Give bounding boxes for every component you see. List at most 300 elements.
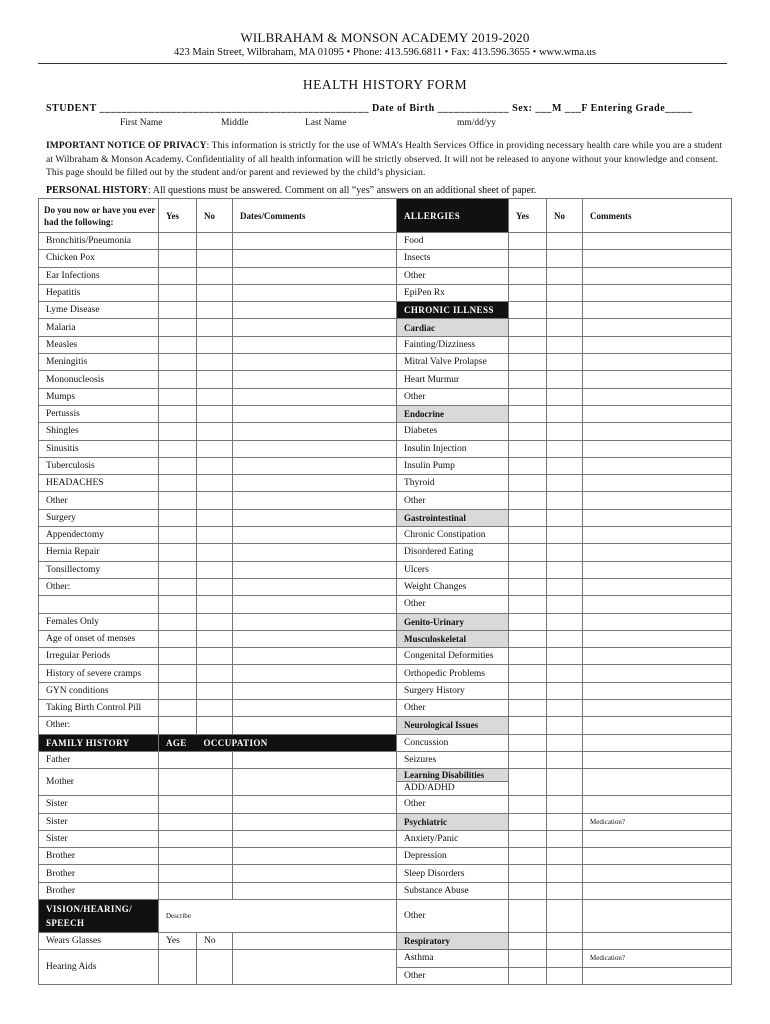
table-row xyxy=(39,302,732,319)
dates-comments-cell[interactable] xyxy=(233,544,397,561)
comments-cell[interactable] xyxy=(583,967,732,984)
occupation-cell[interactable] xyxy=(233,848,397,865)
dates-comments-cell[interactable] xyxy=(233,492,397,509)
yes-cell-right[interactable] xyxy=(509,967,547,984)
dates-comments-cell[interactable] xyxy=(233,233,397,250)
condition-label: HEADACHES xyxy=(39,475,159,492)
comments-cell[interactable] xyxy=(583,734,732,751)
comments-cell[interactable] xyxy=(583,302,732,319)
dates-comments-cell[interactable] xyxy=(233,250,397,267)
yes-cell-right[interactable] xyxy=(509,950,547,967)
no-cell-right[interactable] xyxy=(547,440,583,457)
comments-cell[interactable] xyxy=(583,899,732,932)
no-cell-right[interactable] xyxy=(547,544,583,561)
yes-cell[interactable] xyxy=(159,630,197,647)
no-cell-right[interactable] xyxy=(547,613,583,630)
table-row xyxy=(39,561,732,578)
dates-comments-cell[interactable] xyxy=(233,596,397,613)
no-cell-right[interactable] xyxy=(547,682,583,699)
yes-cell-right[interactable] xyxy=(509,899,547,932)
comments-cell[interactable] xyxy=(583,882,732,899)
comments-cell[interactable] xyxy=(583,717,732,734)
right-condition-label: Congenital Deformities xyxy=(397,648,509,665)
yes-cell-right[interactable] xyxy=(509,813,547,830)
no-cell-right[interactable] xyxy=(547,405,583,422)
medication-cell[interactable]: Medication? xyxy=(583,813,732,830)
family-history-header: FAMILY HISTORY xyxy=(39,734,159,751)
comments-cell[interactable] xyxy=(583,233,732,250)
no-cell-right[interactable] xyxy=(547,336,583,353)
condition-label: History of severe cramps xyxy=(39,665,159,682)
no-cell-right[interactable] xyxy=(547,967,583,984)
yes-cell-right[interactable] xyxy=(509,302,547,319)
dates-comments-cell[interactable] xyxy=(233,475,397,492)
no-cell[interactable] xyxy=(197,354,233,371)
yes-cell-right[interactable] xyxy=(509,630,547,647)
yes-cell[interactable] xyxy=(159,509,197,526)
yes-cell-right[interactable] xyxy=(509,336,547,353)
no-cell[interactable] xyxy=(197,527,233,544)
yes-cell-right[interactable] xyxy=(509,544,547,561)
yes-cell-right[interactable] xyxy=(509,250,547,267)
no-cell[interactable] xyxy=(197,613,233,630)
no-cell-right[interactable] xyxy=(547,475,583,492)
no-cell-right[interactable] xyxy=(547,769,583,796)
yes-cell[interactable] xyxy=(159,682,197,699)
no-cell-right[interactable] xyxy=(547,848,583,865)
family-member-label: Sister xyxy=(39,813,159,830)
yes-cell[interactable] xyxy=(159,578,197,595)
yes-cell[interactable] xyxy=(159,527,197,544)
age-cell[interactable] xyxy=(159,865,233,882)
table-row xyxy=(39,371,732,388)
right-condition-label: Cardiac xyxy=(397,319,509,336)
no-cell[interactable] xyxy=(197,544,233,561)
no-cell[interactable] xyxy=(197,457,233,474)
no-cell-right[interactable] xyxy=(547,932,583,949)
comments-cell[interactable] xyxy=(583,561,732,578)
yes-cell-right[interactable] xyxy=(509,596,547,613)
yes-cell-right[interactable] xyxy=(509,267,547,284)
comments-cell[interactable] xyxy=(583,284,732,301)
yes-cell-right[interactable] xyxy=(509,509,547,526)
occupation-cell[interactable] xyxy=(233,882,397,899)
yes-cell[interactable] xyxy=(159,457,197,474)
comments-cell[interactable] xyxy=(583,405,732,422)
no-cell[interactable] xyxy=(197,371,233,388)
yes-cell-right[interactable] xyxy=(509,492,547,509)
occupation-cell[interactable] xyxy=(233,830,397,847)
yes-cell[interactable] xyxy=(159,371,197,388)
comments-cell[interactable] xyxy=(583,250,732,267)
comments-cell[interactable] xyxy=(583,648,732,665)
no-cell-right[interactable] xyxy=(547,950,583,967)
no-cell-right[interactable] xyxy=(547,796,583,813)
yes-cell-right[interactable] xyxy=(509,865,547,882)
no-cell-right[interactable] xyxy=(547,700,583,717)
yes-cell[interactable] xyxy=(159,492,197,509)
no-cell[interactable] xyxy=(197,284,233,301)
dates-comments-cell[interactable] xyxy=(233,682,397,699)
dates-comments-cell[interactable] xyxy=(233,717,397,734)
comments-cell[interactable] xyxy=(583,457,732,474)
comments-cell[interactable] xyxy=(583,336,732,353)
no-cell[interactable] xyxy=(197,665,233,682)
yes-cell-right[interactable] xyxy=(509,457,547,474)
no-cell-right[interactable] xyxy=(547,734,583,751)
condition-label: Tonsillectomy xyxy=(39,561,159,578)
comments-cell[interactable] xyxy=(583,630,732,647)
right-condition-label: Diabetes xyxy=(397,423,509,440)
dates-comments-cell[interactable] xyxy=(233,561,397,578)
dates-comments-cell[interactable] xyxy=(233,630,397,647)
no-cell-right[interactable] xyxy=(547,302,583,319)
age-cell[interactable] xyxy=(159,796,233,813)
no-cell-right[interactable] xyxy=(547,865,583,882)
no-cell-right[interactable] xyxy=(547,457,583,474)
yes-cell-right[interactable] xyxy=(509,578,547,595)
student-info-line[interactable]: STUDENT _________________________________________________ Date of Birth _____________ Sex: ___M ___F Entering Grade_____ xyxy=(46,103,693,114)
privacy-text: : This information is strictly for the use of WMA’s Health Services Office in providing necessary health care while you are a student at Wilbraham & Monson Academy. Confidentiality of all health information will be strictly observed. It will not be released to anyone without your knowledge and consent. This page should be filled out by the student and/or parent and reviewed by the child’s physician. xyxy=(46,141,723,178)
no-cell[interactable] xyxy=(197,440,233,457)
occupation-cell[interactable] xyxy=(233,769,397,796)
right-condition-label: Insulin Injection xyxy=(397,440,509,457)
table-row xyxy=(39,267,732,284)
yes-cell[interactable] xyxy=(159,561,197,578)
add-adhd-label: ADD/ADHD xyxy=(397,781,508,795)
no-cell[interactable] xyxy=(197,717,233,734)
right-condition-label: Surgery History xyxy=(397,682,509,699)
right-condition-label: Endocrine xyxy=(397,405,509,422)
yes-cell[interactable] xyxy=(159,440,197,457)
no-cell-right[interactable] xyxy=(547,882,583,899)
occupation-cell[interactable] xyxy=(233,796,397,813)
condition-label: Meningitis xyxy=(39,354,159,371)
dates-comments-cell[interactable] xyxy=(233,302,397,319)
yes-cell-right[interactable] xyxy=(509,665,547,682)
respiratory-label: Respiratory xyxy=(397,932,509,949)
vision-hearing-speech-header: VISION/HEARING/ SPEECH xyxy=(39,899,159,932)
medication-cell[interactable]: Medication? xyxy=(583,950,732,967)
no-cell[interactable] xyxy=(197,578,233,595)
age-cell[interactable] xyxy=(159,751,233,768)
yes-cell-right[interactable] xyxy=(509,388,547,405)
yes-cell-right[interactable] xyxy=(509,848,547,865)
allergies-header: ALLERGIES xyxy=(397,199,509,233)
right-condition-label: Other xyxy=(397,967,509,984)
no-cell[interactable] xyxy=(197,388,233,405)
no-cell[interactable] xyxy=(197,596,233,613)
occupation-cell[interactable] xyxy=(233,865,397,882)
comments-cell[interactable] xyxy=(583,848,732,865)
yes-cell-right[interactable] xyxy=(509,700,547,717)
no-cell-right[interactable] xyxy=(547,250,583,267)
comments-cell[interactable] xyxy=(583,527,732,544)
comments-cell[interactable] xyxy=(583,932,732,949)
table-row xyxy=(39,682,732,699)
no-cell[interactable] xyxy=(197,319,233,336)
table-row xyxy=(39,405,732,422)
right-condition-label: Ulcers xyxy=(397,561,509,578)
no-cell-right[interactable] xyxy=(547,423,583,440)
yes-cell[interactable] xyxy=(159,354,197,371)
right-condition-label: Musculoskeletal xyxy=(397,630,509,647)
no-cell-right[interactable] xyxy=(547,388,583,405)
comments-cell[interactable] xyxy=(583,440,732,457)
no-cell-right[interactable] xyxy=(547,596,583,613)
no-cell[interactable] xyxy=(197,336,233,353)
comments-cell[interactable] xyxy=(583,682,732,699)
age-cell[interactable] xyxy=(159,813,233,830)
dates-comments-cell[interactable] xyxy=(233,613,397,630)
comments-cell[interactable] xyxy=(583,319,732,336)
yes-cell[interactable] xyxy=(159,336,197,353)
yes-cell-right[interactable] xyxy=(509,830,547,847)
no-cell[interactable] xyxy=(197,648,233,665)
yes-cell[interactable] xyxy=(159,267,197,284)
comments-cell[interactable] xyxy=(583,509,732,526)
condition-label: Mononucleosis xyxy=(39,371,159,388)
dates-comments-cell[interactable] xyxy=(233,284,397,301)
no-cell-right[interactable] xyxy=(547,354,583,371)
yes-cell[interactable] xyxy=(159,648,197,665)
comments-cell[interactable] xyxy=(583,596,732,613)
no-cell[interactable] xyxy=(197,630,233,647)
yes-cell-right[interactable] xyxy=(509,354,547,371)
yes-cell-right[interactable] xyxy=(509,648,547,665)
yes-cell[interactable] xyxy=(159,423,197,440)
no-cell-right[interactable] xyxy=(547,578,583,595)
yes-cell-right[interactable] xyxy=(509,319,547,336)
dates-comments-cell[interactable] xyxy=(233,371,397,388)
comments-cell[interactable] xyxy=(583,613,732,630)
condition-label: Surgery xyxy=(39,509,159,526)
hearing-no-cell[interactable] xyxy=(197,950,233,985)
yes-cell[interactable] xyxy=(159,405,197,422)
dates-comments-cell[interactable] xyxy=(233,457,397,474)
right-condition-label: CHRONIC ILLNESS xyxy=(397,302,509,319)
yes-cell[interactable] xyxy=(159,319,197,336)
no-cell-right[interactable] xyxy=(547,630,583,647)
yes-cell-right[interactable] xyxy=(509,284,547,301)
right-condition-label: Other xyxy=(397,700,509,717)
yes-cell-right[interactable] xyxy=(509,751,547,768)
dates-comments-cell[interactable] xyxy=(233,578,397,595)
no-cell-right[interactable] xyxy=(547,648,583,665)
no-cell[interactable] xyxy=(197,492,233,509)
table-row xyxy=(39,865,732,882)
no-cell[interactable] xyxy=(197,682,233,699)
dates-comments-cell[interactable] xyxy=(233,665,397,682)
yes-cell-right[interactable] xyxy=(509,371,547,388)
no-cell[interactable] xyxy=(197,233,233,250)
comments-cell[interactable] xyxy=(583,830,732,847)
no-cell-right[interactable] xyxy=(547,371,583,388)
yes-cell[interactable] xyxy=(159,388,197,405)
no-cell[interactable] xyxy=(197,561,233,578)
yes-cell[interactable] xyxy=(159,544,197,561)
yes-cell-right[interactable] xyxy=(509,475,547,492)
comments-cell[interactable] xyxy=(583,371,732,388)
dates-comments-cell[interactable] xyxy=(233,388,397,405)
yes-cell[interactable] xyxy=(159,596,197,613)
glasses-no-cell[interactable]: No xyxy=(197,932,233,949)
table-row xyxy=(39,354,732,371)
describe-cell[interactable]: Describe xyxy=(159,899,397,932)
yes-cell-right[interactable] xyxy=(509,440,547,457)
comments-cell[interactable] xyxy=(583,475,732,492)
dates-comments-cell[interactable] xyxy=(233,509,397,526)
glasses-yes-cell[interactable]: Yes xyxy=(159,932,197,949)
yes-cell-right[interactable] xyxy=(509,613,547,630)
comments-cell[interactable] xyxy=(583,751,732,768)
occupation-cell[interactable] xyxy=(233,813,397,830)
yes-cell-right[interactable] xyxy=(509,423,547,440)
yes-cell[interactable] xyxy=(159,700,197,717)
comments-cell[interactable] xyxy=(583,354,732,371)
age-cell[interactable] xyxy=(159,848,233,865)
hearing-yes-cell[interactable] xyxy=(159,950,197,985)
table-row xyxy=(39,813,732,830)
condition-label: Appendectomy xyxy=(39,527,159,544)
comments-cell[interactable] xyxy=(583,700,732,717)
comments-cell[interactable] xyxy=(583,578,732,595)
yes-cell-right[interactable] xyxy=(509,932,547,949)
table-row xyxy=(39,336,732,353)
no-cell[interactable] xyxy=(197,405,233,422)
comments-cell[interactable] xyxy=(583,865,732,882)
right-condition-label: Psychiatric xyxy=(397,813,509,830)
no-cell[interactable] xyxy=(197,423,233,440)
right-condition-label: Other xyxy=(397,492,509,509)
yes-cell-right[interactable] xyxy=(509,405,547,422)
dates-comments-cell[interactable] xyxy=(233,319,397,336)
right-condition-label: Substance Abuse xyxy=(397,882,509,899)
no-cell-right[interactable] xyxy=(547,665,583,682)
yes-cell[interactable] xyxy=(159,717,197,734)
right-condition-label: Insects xyxy=(397,250,509,267)
yes-cell-right[interactable] xyxy=(509,717,547,734)
comments-cell[interactable] xyxy=(583,388,732,405)
dates-comments-cell[interactable] xyxy=(233,440,397,457)
condition-label: Other xyxy=(39,492,159,509)
comments-header: Comments xyxy=(583,199,732,233)
no-cell-right[interactable] xyxy=(547,751,583,768)
dates-comments-header: Dates/Comments xyxy=(233,199,397,233)
table-row xyxy=(39,665,732,682)
condition-label: Tuberculosis xyxy=(39,457,159,474)
dates-comments-cell[interactable] xyxy=(233,405,397,422)
right-condition-label: Fainting/Dizziness xyxy=(397,336,509,353)
no-cell[interactable] xyxy=(197,509,233,526)
yes-cell-right[interactable] xyxy=(509,561,547,578)
no-cell-right[interactable] xyxy=(547,492,583,509)
comments-cell[interactable] xyxy=(583,769,732,796)
condition-label: Pertussis xyxy=(39,405,159,422)
comments-cell[interactable] xyxy=(583,665,732,682)
table-row xyxy=(39,527,732,544)
table-row xyxy=(39,717,732,734)
glasses-comments-cell[interactable] xyxy=(233,932,397,949)
no-cell[interactable] xyxy=(197,267,233,284)
right-condition-label: Depression xyxy=(397,848,509,865)
comments-cell[interactable] xyxy=(583,796,732,813)
right-condition-label: Sleep Disorders xyxy=(397,865,509,882)
age-cell[interactable] xyxy=(159,882,233,899)
dates-comments-cell[interactable] xyxy=(233,527,397,544)
yes-cell[interactable] xyxy=(159,250,197,267)
no-cell[interactable] xyxy=(197,250,233,267)
comments-cell[interactable] xyxy=(583,423,732,440)
no-header: No xyxy=(197,199,233,233)
yes-cell-right[interactable] xyxy=(509,769,547,796)
no-cell-right[interactable] xyxy=(547,899,583,932)
no-cell[interactable] xyxy=(197,302,233,319)
condition-label: Females Only xyxy=(39,613,159,630)
yes-cell-right[interactable] xyxy=(509,882,547,899)
yes-cell-right[interactable] xyxy=(509,734,547,751)
yes-cell[interactable] xyxy=(159,475,197,492)
dates-comments-cell[interactable] xyxy=(233,700,397,717)
no-cell-right[interactable] xyxy=(547,267,583,284)
yes-cell[interactable] xyxy=(159,665,197,682)
no-cell-right[interactable] xyxy=(547,233,583,250)
personal-history-label: PERSONAL HISTORY xyxy=(46,185,148,196)
age-cell[interactable] xyxy=(159,769,233,796)
yes-cell-right[interactable] xyxy=(509,527,547,544)
right-condition-label: Orthopedic Problems xyxy=(397,665,509,682)
yes-cell[interactable] xyxy=(159,302,197,319)
occupation-cell[interactable] xyxy=(233,751,397,768)
comments-cell[interactable] xyxy=(583,267,732,284)
right-condition-label: EpiPen Rx xyxy=(397,284,509,301)
no-cell-right[interactable] xyxy=(547,717,583,734)
no-cell-right[interactable] xyxy=(547,319,583,336)
dates-comments-cell[interactable] xyxy=(233,423,397,440)
right-condition-label: Chronic Constipation xyxy=(397,527,509,544)
no-cell-right[interactable] xyxy=(547,830,583,847)
dates-comments-cell[interactable] xyxy=(233,267,397,284)
yes-cell-right[interactable] xyxy=(509,682,547,699)
age-cell[interactable] xyxy=(159,830,233,847)
comments-cell[interactable] xyxy=(583,492,732,509)
yes-cell-right[interactable] xyxy=(509,233,547,250)
dates-comments-cell[interactable] xyxy=(233,354,397,371)
table-row xyxy=(39,492,732,509)
dates-comments-cell[interactable] xyxy=(233,648,397,665)
dates-comments-cell[interactable] xyxy=(233,336,397,353)
yes-cell[interactable] xyxy=(159,233,197,250)
condition-label: Irregular Periods xyxy=(39,648,159,665)
no-cell-right[interactable] xyxy=(547,813,583,830)
yes-cell[interactable] xyxy=(159,284,197,301)
table-row xyxy=(39,882,732,899)
hearing-comments-cell[interactable] xyxy=(233,950,397,985)
yes-cell[interactable] xyxy=(159,613,197,630)
header-divider xyxy=(38,63,727,64)
age-header: AGE xyxy=(159,734,197,751)
no-cell-right[interactable] xyxy=(547,509,583,526)
comments-cell[interactable] xyxy=(583,544,732,561)
no-cell-right[interactable] xyxy=(547,561,583,578)
no-cell[interactable] xyxy=(197,475,233,492)
no-cell-right[interactable] xyxy=(547,284,583,301)
no-cell-right[interactable] xyxy=(547,527,583,544)
yes-cell-right[interactable] xyxy=(509,796,547,813)
privacy-notice xyxy=(46,140,726,181)
school-name: WILBRAHAM & MONSON ACADEMY 2019-2020 xyxy=(240,30,530,45)
no-cell[interactable] xyxy=(197,700,233,717)
